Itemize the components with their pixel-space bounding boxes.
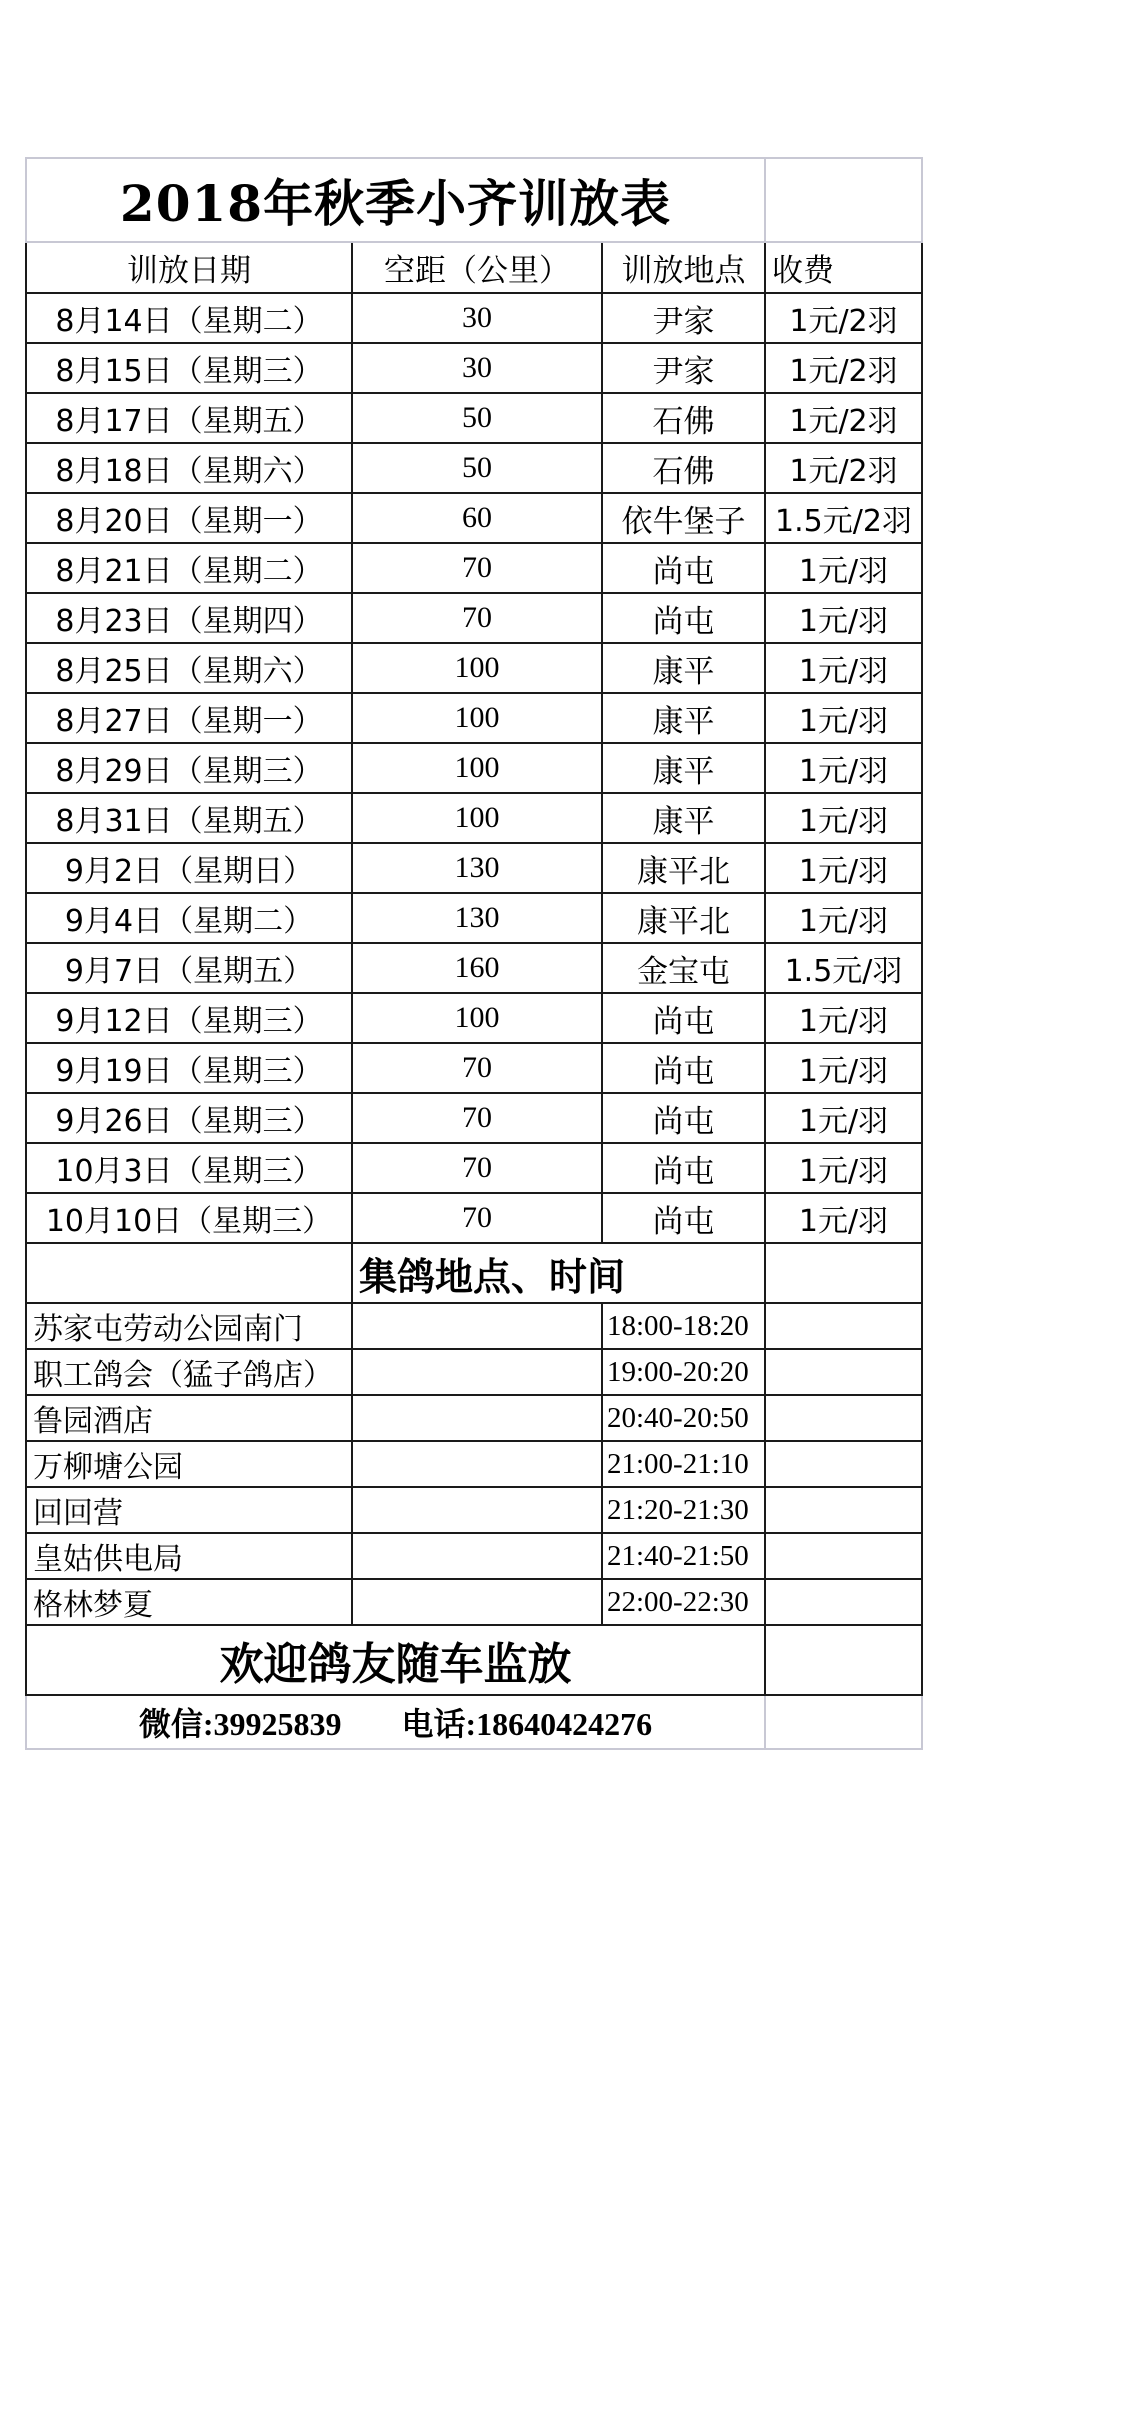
contact-row (26, 1695, 922, 1749)
empty-cell (765, 1243, 922, 1303)
schedule-table (25, 157, 923, 1750)
collection-point-row (26, 1303, 922, 1349)
release-location: 康平 (602, 693, 765, 743)
fee-value: 1元/2羽 (765, 393, 922, 443)
fee-value: 1元/羽 (765, 1193, 922, 1243)
release-location: 康平 (602, 643, 765, 693)
distance-km: 70 (352, 1043, 602, 1093)
fee-value: 1元/羽 (765, 893, 922, 943)
fee-value: 1元/羽 (765, 743, 922, 793)
table-row (26, 993, 922, 1043)
header-date: 训放日期 (26, 242, 352, 293)
table-row (26, 393, 922, 443)
empty-cell (765, 1349, 922, 1395)
distance-km: 50 (352, 443, 602, 493)
release-location: 康平 (602, 743, 765, 793)
training-schedule-sheet (25, 157, 921, 1750)
contact-info (26, 1695, 765, 1749)
header-fee: 收费 (765, 242, 922, 293)
distance-km: 70 (352, 543, 602, 593)
fee-value: 1元/羽 (765, 793, 922, 843)
training-date: 9月7日（星期五） (26, 943, 352, 993)
table-row (26, 443, 922, 493)
empty-cell (26, 1243, 352, 1303)
table-row (26, 593, 922, 643)
release-location: 尚屯 (602, 543, 765, 593)
training-date: 8月21日（星期二） (26, 543, 352, 593)
collection-place: 职工鸽会（猛子鸽店） (26, 1349, 352, 1395)
fee-value: 1元/羽 (765, 993, 922, 1043)
table-row (26, 893, 922, 943)
empty-cell (765, 1533, 922, 1579)
table-row (26, 293, 922, 343)
title-row (26, 158, 922, 242)
empty-cell (765, 1303, 922, 1349)
distance-km: 30 (352, 343, 602, 393)
fee-value: 1元/羽 (765, 693, 922, 743)
release-location: 石佛 (602, 393, 765, 443)
collection-place: 苏家屯劳动公园南门 (26, 1303, 352, 1349)
phone-number: 电话:18640424276 (401, 1706, 653, 1742)
collection-time: 21:40-21:50 (602, 1533, 765, 1579)
release-location: 尚屯 (602, 1193, 765, 1243)
release-location: 石佛 (602, 443, 765, 493)
fee-value: 1元/2羽 (765, 343, 922, 393)
sheet-title: 2018年秋季小齐训放表 (26, 158, 765, 242)
collection-time: 20:40-20:50 (602, 1395, 765, 1441)
release-location: 康平 (602, 793, 765, 843)
empty-cell (352, 1441, 602, 1487)
empty-cell (765, 1579, 922, 1625)
table-row (26, 743, 922, 793)
collection-place: 格林梦夏 (26, 1579, 352, 1625)
distance-km: 100 (352, 793, 602, 843)
collection-point-row (26, 1441, 922, 1487)
table-row (26, 493, 922, 543)
training-date: 8月14日（星期二） (26, 293, 352, 343)
fee-value: 1元/羽 (765, 843, 922, 893)
collection-point-row (26, 1349, 922, 1395)
collection-place: 皇姑供电局 (26, 1533, 352, 1579)
release-location: 尚屯 (602, 593, 765, 643)
header-distance: 空距（公里） (352, 242, 602, 293)
training-date: 8月15日（星期三） (26, 343, 352, 393)
distance-km: 30 (352, 293, 602, 343)
header-location: 训放地点 (602, 242, 765, 293)
training-date: 9月26日（星期三） (26, 1093, 352, 1143)
empty-cell (352, 1533, 602, 1579)
empty-cell (765, 1695, 922, 1749)
training-date: 8月23日（星期四） (26, 593, 352, 643)
collection-title: 集鸽地点、时间 (352, 1243, 765, 1303)
table-row (26, 643, 922, 693)
fee-value: 1元/2羽 (765, 443, 922, 493)
empty-cell (352, 1487, 602, 1533)
table-row (26, 343, 922, 393)
training-date: 9月12日（星期三） (26, 993, 352, 1043)
distance-km: 100 (352, 693, 602, 743)
release-location: 尚屯 (602, 993, 765, 1043)
collection-time: 22:00-22:30 (602, 1579, 765, 1625)
table-row (26, 943, 922, 993)
fee-value: 1.5元/2羽 (765, 493, 922, 543)
collection-place: 回回营 (26, 1487, 352, 1533)
fee-value: 1元/2羽 (765, 293, 922, 343)
fee-value: 1.5元/羽 (765, 943, 922, 993)
training-date: 9月2日（星期日） (26, 843, 352, 893)
distance-km: 60 (352, 493, 602, 543)
welcome-text: 欢迎鸽友随车监放 (26, 1625, 765, 1695)
distance-km: 100 (352, 643, 602, 693)
distance-km: 70 (352, 1093, 602, 1143)
empty-cell (352, 1395, 602, 1441)
training-date: 8月20日（星期一） (26, 493, 352, 543)
release-location: 尹家 (602, 293, 765, 343)
distance-km: 70 (352, 593, 602, 643)
training-date: 8月17日（星期五） (26, 393, 352, 443)
table-row (26, 543, 922, 593)
distance-km: 100 (352, 743, 602, 793)
collection-header-row (26, 1243, 922, 1303)
fee-value: 1元/羽 (765, 543, 922, 593)
training-date: 10月3日（星期三） (26, 1143, 352, 1193)
release-location: 尚屯 (602, 1043, 765, 1093)
collection-time: 19:00-20:20 (602, 1349, 765, 1395)
distance-km: 50 (352, 393, 602, 443)
distance-km: 70 (352, 1143, 602, 1193)
training-date: 10月10日（星期三） (26, 1193, 352, 1243)
empty-cell (765, 1441, 922, 1487)
table-row (26, 793, 922, 843)
welcome-row (26, 1625, 922, 1695)
distance-km: 100 (352, 993, 602, 1043)
table-row (26, 693, 922, 743)
table-row (26, 1193, 922, 1243)
collection-place: 鲁园酒店 (26, 1395, 352, 1441)
fee-value: 1元/羽 (765, 643, 922, 693)
release-location: 尚屯 (602, 1093, 765, 1143)
distance-km: 130 (352, 843, 602, 893)
collection-time: 21:00-21:10 (602, 1441, 765, 1487)
empty-cell (352, 1349, 602, 1395)
release-location: 依牛堡子 (602, 493, 765, 543)
training-date: 9月4日（星期二） (26, 893, 352, 943)
collection-place: 万柳塘公园 (26, 1441, 352, 1487)
release-location: 尹家 (602, 343, 765, 393)
release-location: 尚屯 (602, 1143, 765, 1193)
table-row (26, 843, 922, 893)
collection-point-row (26, 1579, 922, 1625)
collection-point-row (26, 1487, 922, 1533)
collection-time: 21:20-21:30 (602, 1487, 765, 1533)
training-date: 8月27日（星期一） (26, 693, 352, 743)
training-date: 8月29日（星期三） (26, 743, 352, 793)
release-location: 康平北 (602, 843, 765, 893)
fee-value: 1元/羽 (765, 593, 922, 643)
distance-km: 70 (352, 1193, 602, 1243)
training-date: 9月19日（星期三） (26, 1043, 352, 1093)
collection-time: 18:00-18:20 (602, 1303, 765, 1349)
collection-point-row (26, 1395, 922, 1441)
distance-km: 160 (352, 943, 602, 993)
table-row (26, 1143, 922, 1193)
empty-cell (352, 1579, 602, 1625)
fee-value: 1元/羽 (765, 1043, 922, 1093)
table-row (26, 1043, 922, 1093)
empty-cell (352, 1303, 602, 1349)
training-date: 8月25日（星期六） (26, 643, 352, 693)
header-row (26, 242, 922, 293)
training-date: 8月31日（星期五） (26, 793, 352, 843)
fee-value: 1元/羽 (765, 1143, 922, 1193)
empty-cell (765, 158, 922, 242)
release-location: 金宝屯 (602, 943, 765, 993)
distance-km: 130 (352, 893, 602, 943)
fee-value: 1元/羽 (765, 1093, 922, 1143)
table-row (26, 1093, 922, 1143)
collection-point-row (26, 1533, 922, 1579)
wechat-number: 微信:39925839 (138, 1706, 342, 1742)
empty-cell (765, 1625, 922, 1695)
release-location: 康平北 (602, 893, 765, 943)
training-date: 8月18日（星期六） (26, 443, 352, 493)
empty-cell (765, 1395, 922, 1441)
empty-cell (765, 1487, 922, 1533)
